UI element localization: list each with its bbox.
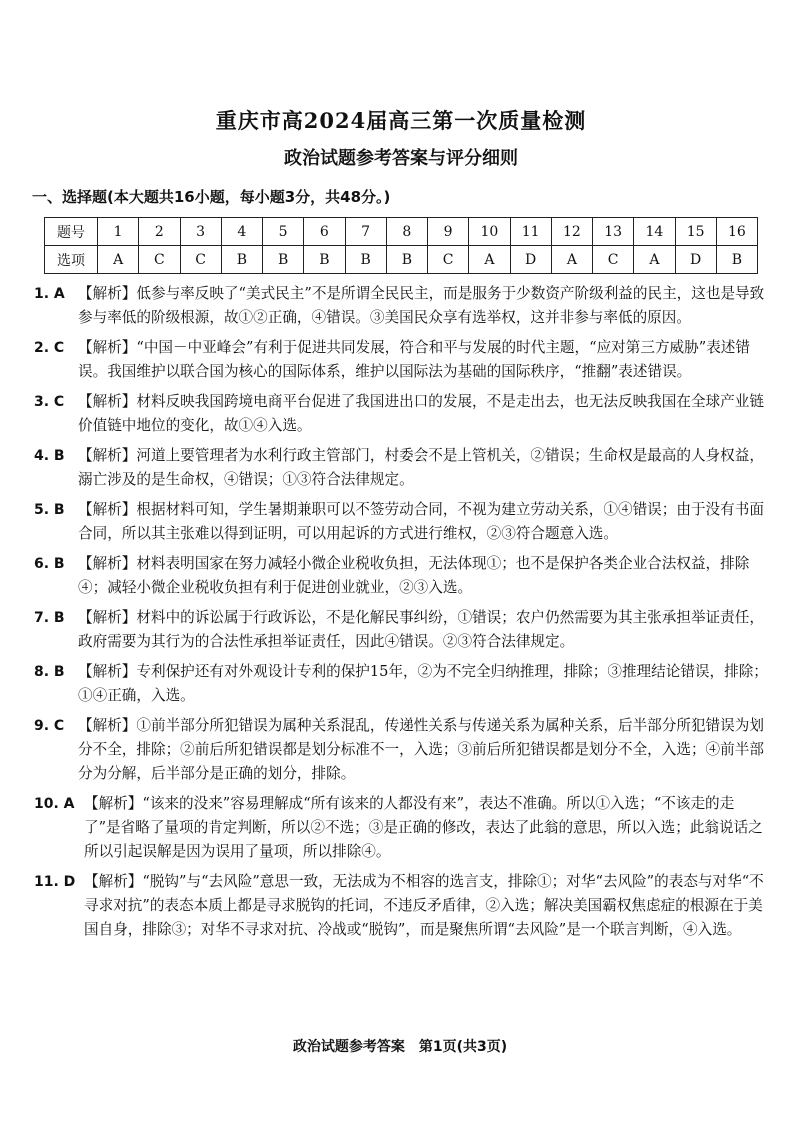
question-number-cell: 14 bbox=[634, 218, 675, 246]
question-number-cell: 8 bbox=[386, 218, 427, 246]
answer-cell: C bbox=[593, 246, 634, 274]
question-number-cell: 5 bbox=[263, 218, 304, 246]
item-answer-number: 10. A bbox=[34, 796, 75, 812]
item-answer-number: 3. C bbox=[34, 394, 65, 410]
explanation-list bbox=[32, 282, 770, 942]
item-answer-number: 5. B bbox=[34, 502, 65, 518]
answer-cell: B bbox=[263, 246, 304, 274]
explanation-item bbox=[32, 498, 770, 546]
item-explanation-text: 【解析】“脱钩”与“去风险”意思一致，无法成为不相容的选言支，排除①；对华“去风险”的表态与对华“不寻求对抗”的表态本质上都是寻求脱钩的托词，不违反矛盾律，②入选；解决美国霸权焦虑症的根源在于美国自身，排除③；对华不寻求对抗、冷战或“脱钩”，而是聚焦所谓“去风险”是一个联言判断，④入选。 bbox=[84, 873, 764, 938]
question-number-cell: 12 bbox=[551, 218, 592, 246]
answer-table bbox=[44, 217, 758, 274]
item-answer-number: 9. C bbox=[34, 718, 65, 734]
item-answer-number: 1. A bbox=[34, 286, 65, 302]
item-explanation-text: 【解析】河道上要管理者为水利行政主管部门，村委会不是上管机关，②错误；生命权是最高的人身权益，溺亡涉及的是生命权，④错误；①③符合法律规定。 bbox=[78, 447, 764, 488]
answer-cell: A bbox=[98, 246, 139, 274]
answer-cell: B bbox=[716, 246, 757, 274]
question-number-cell: 13 bbox=[593, 218, 634, 246]
explanation-item bbox=[32, 390, 770, 438]
document-subtitle: 政治试题参考答案与评分细则 bbox=[284, 148, 518, 169]
item-answer-number: 2. C bbox=[34, 340, 65, 356]
document-title: 重庆市高2024届高三第一次质量检测 bbox=[215, 108, 587, 133]
explanation-item bbox=[32, 282, 770, 330]
answer-cell: C bbox=[428, 246, 469, 274]
answer-cell: A bbox=[469, 246, 510, 274]
page-footer: 政治试题参考答案 第1页(共3页) bbox=[292, 1039, 508, 1055]
question-number-row bbox=[45, 218, 758, 246]
item-explanation-text: 【解析】“中国－中亚峰会”有利于促进共同发展，符合和平与发展的时代主题，“应对第三方威胁”表述错误。我国维护以联合国为核心的国际体系，维护以国际法为基础的国际秩序，“推翻”表述错误。 bbox=[78, 339, 750, 380]
answer-cell: A bbox=[551, 246, 592, 274]
row-label-number: 题号 bbox=[45, 218, 98, 246]
section-heading: 一、选择题(本大题共16小题，每小题3分，共48分。) bbox=[32, 188, 391, 206]
item-answer-number: 8. B bbox=[34, 664, 65, 680]
explanation-item bbox=[32, 336, 770, 384]
answer-cell: D bbox=[675, 246, 716, 274]
question-number-cell: 11 bbox=[510, 218, 551, 246]
question-number-cell: 6 bbox=[304, 218, 345, 246]
question-number-cell: 15 bbox=[675, 218, 716, 246]
question-number-cell: 2 bbox=[139, 218, 180, 246]
answer-row bbox=[45, 246, 758, 274]
question-number-cell: 7 bbox=[345, 218, 386, 246]
question-number-cell: 9 bbox=[428, 218, 469, 246]
item-answer-number: 11. D bbox=[34, 874, 76, 890]
explanation-item bbox=[32, 660, 770, 708]
answer-cell: D bbox=[510, 246, 551, 274]
answer-cell: C bbox=[139, 246, 180, 274]
explanation-item bbox=[32, 444, 770, 492]
item-explanation-text: 【解析】材料中的诉讼属于行政诉讼，不是化解民事纠纷，①错误；农户仍然需要为其主张承担举证责任，政府需要为其行为的合法性承担举证责任，因此④错误。②③符合法律规定。 bbox=[78, 609, 764, 650]
item-explanation-text: 【解析】材料反映我国跨境电商平台促进了我国进出口的发展，不是走出去，也无法反映我国在全球产业链价值链中地位的变化，故①④入选。 bbox=[78, 393, 764, 434]
row-label-answer: 选项 bbox=[45, 246, 98, 274]
explanation-item bbox=[32, 870, 770, 942]
item-explanation-text: 【解析】材料表明国家在努力减轻小微企业税收负担，无法体现①；也不是保护各类企业合法权益，排除④；减轻小微企业税收负担有利于促进创业就业，②③入选。 bbox=[78, 555, 750, 596]
answer-cell: B bbox=[304, 246, 345, 274]
answer-cell: A bbox=[634, 246, 675, 274]
item-explanation-text: 【解析】“该来的没来”容易理解成“所有该来的人都没有来”，表达不准确。所以①入选；“不该走的走了”是省略了量项的肯定判断，所以②不选；③是正确的修改，表达了此翁的意思，所以入选；此翁说话之所以引起误解是因为误用了量项，所以排除④。 bbox=[84, 795, 763, 860]
item-explanation-text: 【解析】低参与率反映了“美式民主”不是所谓全民民主，而是服务于少数资产阶级利益的民主，这也是导致参与率低的阶级根源，故①②正确，④错误。③美国民众享有选举权，这并非参与率低的原因。 bbox=[78, 285, 765, 326]
answer-cell: B bbox=[221, 246, 262, 274]
explanation-item bbox=[32, 792, 770, 864]
item-answer-number: 7. B bbox=[34, 610, 65, 626]
item-explanation-text: 【解析】专利保护还有对外观设计专利的保护15年，②为不完全归纳推理，排除；③推理结论错误，排除；①④正确，入选。 bbox=[78, 663, 768, 704]
item-explanation-text: 【解析】①前半部分所犯错误为属种关系混乱，传递性关系与传递关系为属种关系，后半部分所犯错误为划分不全，排除；②前后所犯错误都是划分标准不一，入选；③前后所犯错误都是划分不全，入选；④前半部分为分解，后半部分是正确的划分，排除。 bbox=[78, 717, 764, 782]
item-answer-number: 4. B bbox=[34, 448, 65, 464]
explanation-item bbox=[32, 714, 770, 786]
answer-cell: C bbox=[180, 246, 221, 274]
question-number-cell: 1 bbox=[98, 218, 139, 246]
question-number-cell: 10 bbox=[469, 218, 510, 246]
item-explanation-text: 【解析】根据材料可知，学生暑期兼职可以不签劳动合同，不视为建立劳动关系，①④错误；由于没有书面合同，所以其主张难以得到证明，可以用起诉的方式进行维权，②③符合题意入选。 bbox=[78, 501, 764, 542]
answer-cell: B bbox=[386, 246, 427, 274]
question-number-cell: 3 bbox=[180, 218, 221, 246]
explanation-item bbox=[32, 606, 770, 654]
item-answer-number: 6. B bbox=[34, 556, 65, 572]
question-number-cell: 16 bbox=[716, 218, 757, 246]
question-number-cell: 4 bbox=[221, 218, 262, 246]
explanation-item bbox=[32, 552, 770, 600]
answer-cell: B bbox=[345, 246, 386, 274]
